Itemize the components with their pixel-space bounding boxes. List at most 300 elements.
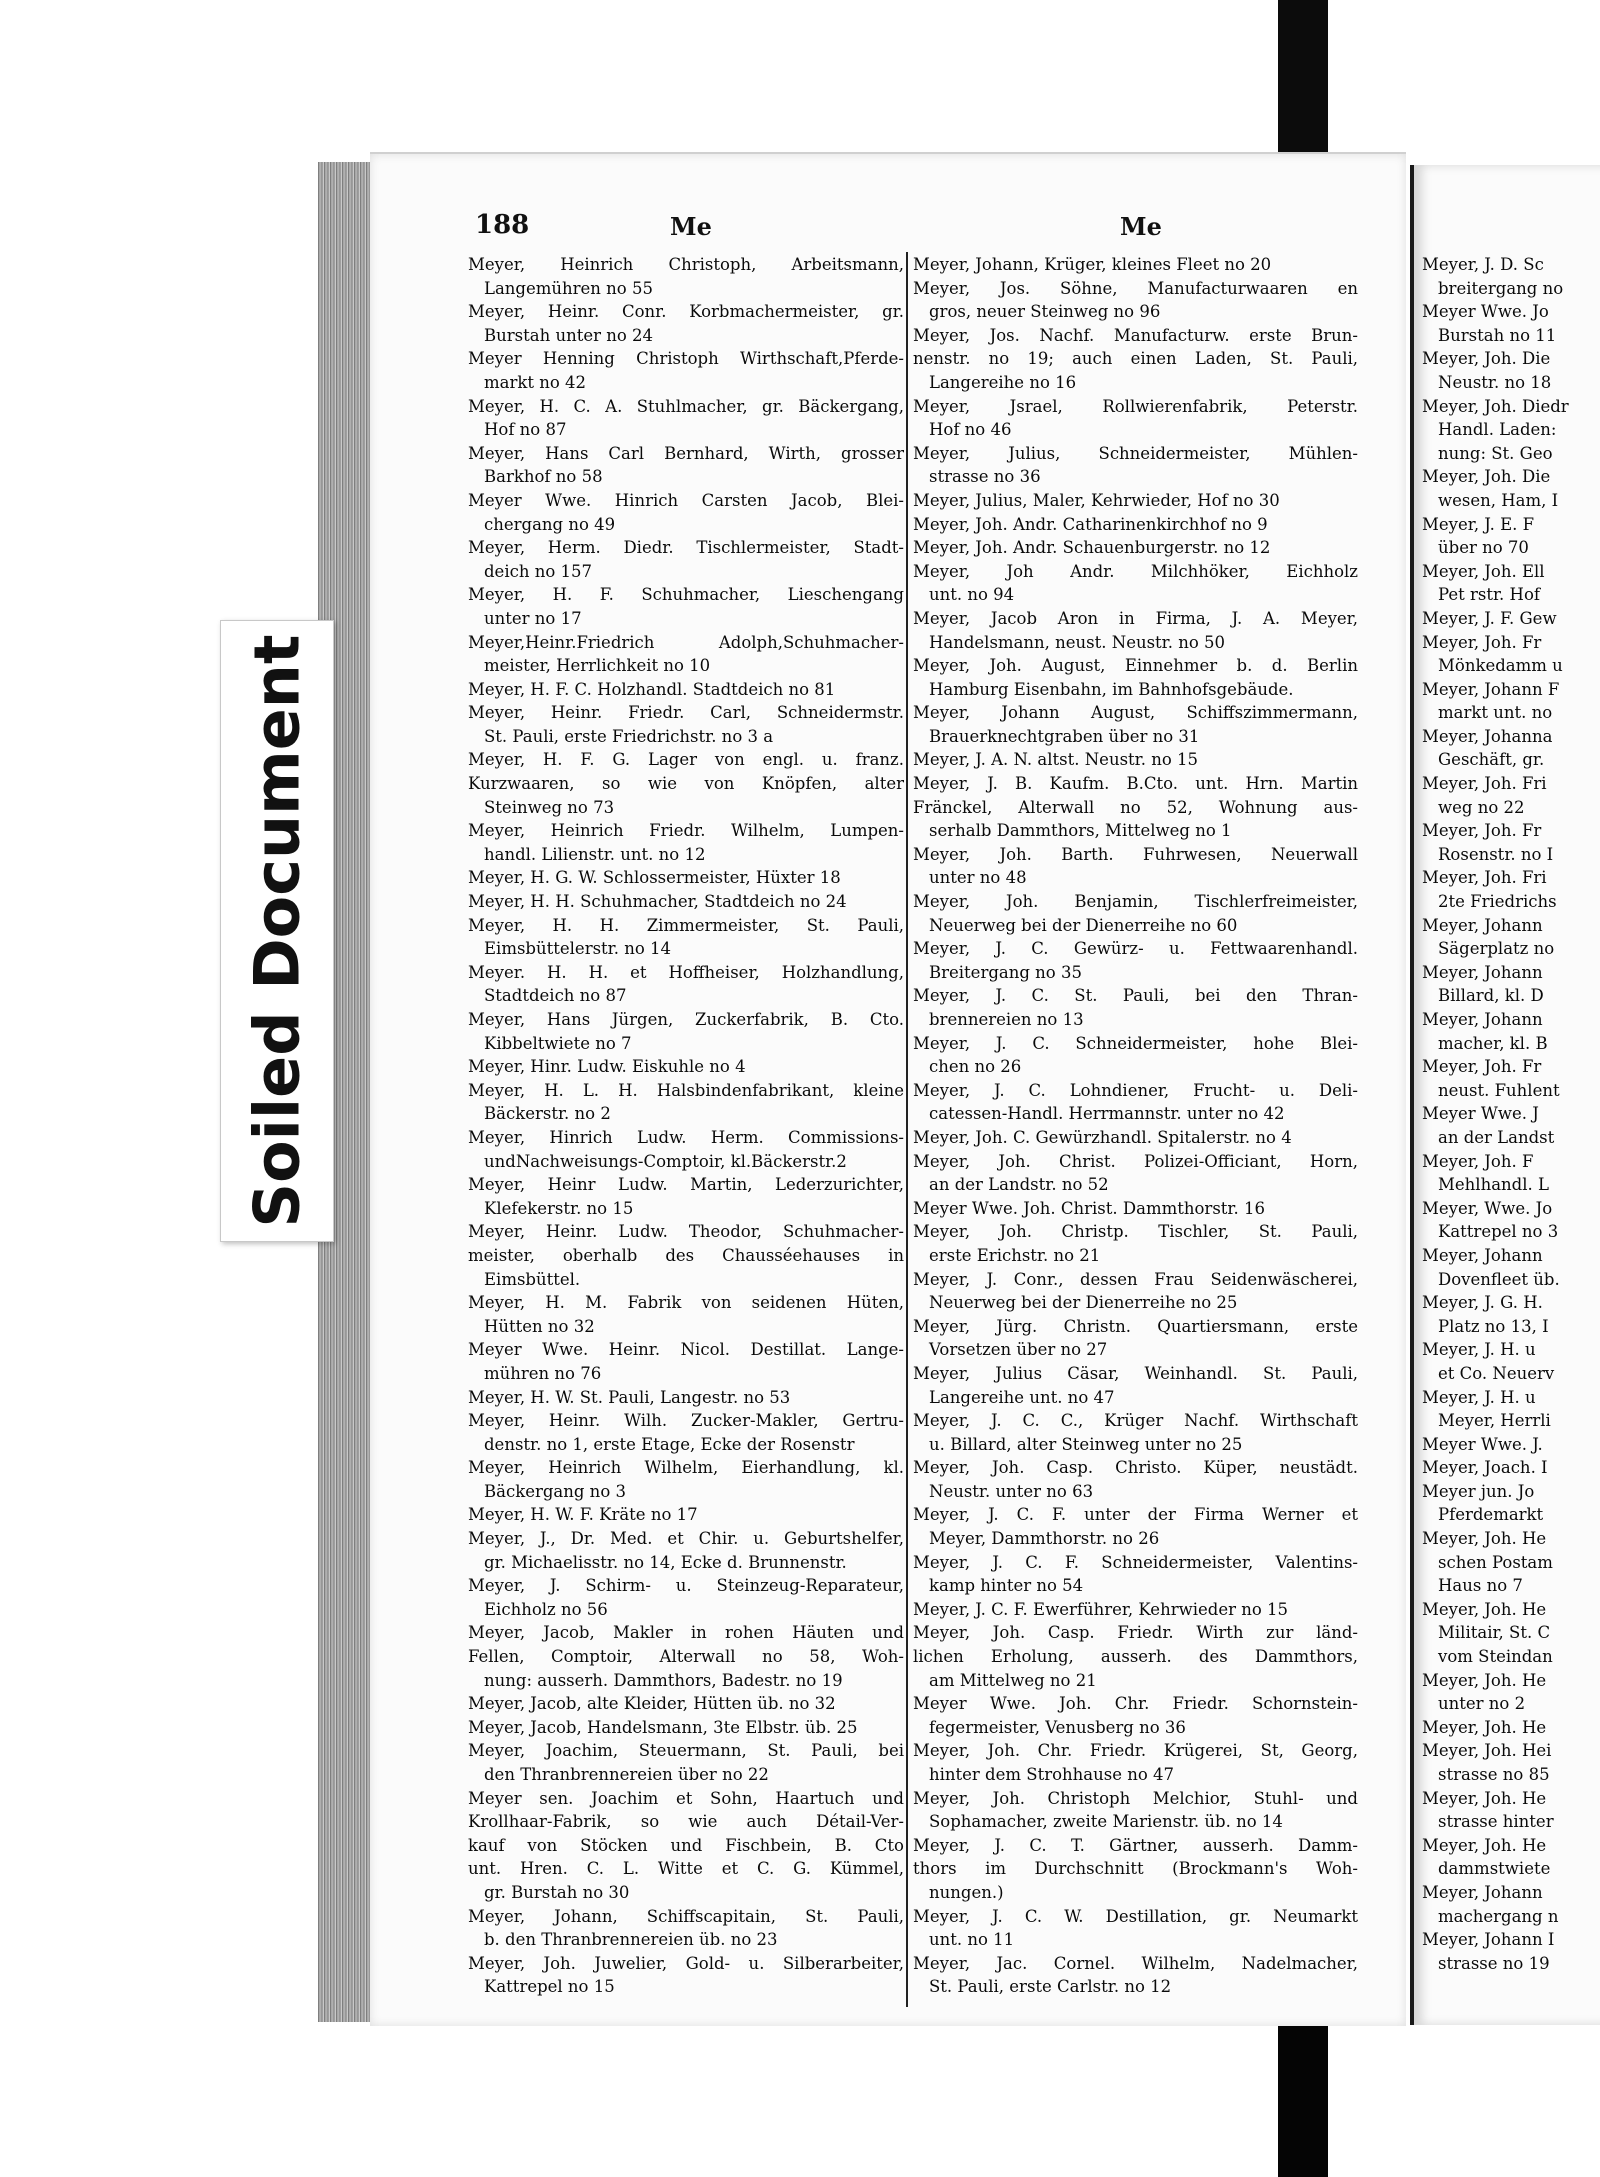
entry-continuation-line: Langereihe no 16	[929, 372, 1077, 392]
directory-entry	[1422, 513, 1600, 560]
entry-continuation-line: denstr. no 1, erste Etage, Ecke der Rosenstr	[484, 1434, 855, 1454]
entry-continuation-line: gr. Michaelisstr. no 14, Ecke d. Brunnenstr.	[484, 1552, 847, 1572]
entry-first-line: Meyer, Joh. Casp. Christo. Küper, neustädt.	[913, 1458, 1358, 1478]
directory-entry	[1422, 347, 1600, 394]
entry-continuation-line: u. Billard, alter Steinweg unter no 25	[929, 1434, 1243, 1454]
entry-continuation-line: neust. Fuhlent	[1438, 1080, 1560, 1100]
directory-entry	[913, 1456, 1358, 1503]
entry-first-line: Meyer, Jos. Nachf. Manufacturw. erste Brun-	[913, 325, 1358, 345]
entry-continuation-line: strasse no 19	[1438, 1953, 1550, 1973]
entry-first-line: Meyer, Johann	[1422, 1245, 1543, 1265]
entry-first-line: Meyer, Hans Jürgen, Zuckerfabrik, B. Cto.	[468, 1010, 904, 1029]
entry-first-line: Meyer, H. C. A. Stuhlmacher, gr. Bäckergang,	[468, 396, 904, 416]
directory-entry	[468, 1173, 904, 1220]
entry-continuation-line: unt. no 11	[929, 1930, 1015, 1950]
directory-entry	[468, 583, 904, 630]
entry-first-line: Meyer, Jacob Aron in Firma, J. A. Meyer,	[913, 608, 1358, 628]
entry-first-line: Meyer Wwe. Jo	[1422, 302, 1549, 322]
entry-first-line: Meyer, Joh. Fri	[1422, 868, 1547, 888]
entry-continuation-line: Klefekerstr. no 15	[484, 1198, 634, 1218]
entry-continuation-line: chergang no 49	[484, 514, 616, 534]
entry-continuation-line: Krollhaar-Fabrik, so wie auch Détail-Ver-	[468, 1812, 904, 1832]
entry-first-line: Meyer, J. H. u	[1422, 1340, 1536, 1360]
entry-continuation-line: an der Landst	[1438, 1127, 1555, 1147]
entry-continuation-line: Hof no 46	[929, 420, 1012, 440]
entry-continuation-line: Eimsbüttel.	[484, 1269, 581, 1289]
entry-continuation-line: Burstah no 11	[1438, 325, 1557, 345]
directory-entry	[913, 1621, 1358, 1692]
entry-continuation-line: an der Landstr. no 52	[929, 1175, 1109, 1195]
entry-first-line: Meyer, Joh. He	[1422, 1529, 1547, 1549]
entry-first-line: Meyer, Joh. Die	[1422, 467, 1551, 487]
directory-entry	[913, 1551, 1358, 1598]
entry-first-line: Meyer, Herm. Diedr. Tischlermeister, Stadt-	[468, 538, 904, 558]
entry-first-line: Meyer, Jac. Cornel. Wilhelm, Nadelmacher,	[913, 1953, 1358, 1973]
entry-continuation-line: Stadtdeich no 87	[484, 986, 627, 1006]
entry-first-line: Meyer, Johann	[1422, 1882, 1543, 1902]
entry-continuation-line: den Thranbrennereien über no 22	[484, 1765, 769, 1784]
directory-entry	[1422, 678, 1600, 725]
directory-entry	[913, 1739, 1358, 1786]
entry-first-line: Meyer Wwe. J.	[1422, 1434, 1543, 1454]
entry-first-line: Meyer, Joh. Christp. Tischler, St. Pauli,	[913, 1222, 1358, 1242]
entry-continuation-line: deich no 157	[484, 561, 593, 581]
directory-entry	[913, 1598, 1358, 1622]
entry-first-line: Meyer, J. Conr., dessen Frau Seidenwäscherei,	[913, 1269, 1358, 1289]
directory-entry	[913, 513, 1358, 537]
entry-first-line: Meyer, J. H. u	[1422, 1387, 1536, 1407]
entry-continuation-line: Billard, kl. D	[1438, 986, 1544, 1006]
entry-continuation-line: Meyer, Herrli	[1438, 1411, 1551, 1431]
directory-entry	[468, 1409, 904, 1456]
soiled-document-label	[220, 620, 334, 1242]
directory-entry	[913, 1150, 1358, 1197]
entry-first-line: Meyer, H. H. Schuhmacher, Stadtdeich no 24	[468, 892, 847, 912]
directory-entry	[1422, 1598, 1600, 1669]
directory-entry	[468, 395, 904, 442]
directory-entry	[1422, 1787, 1600, 1834]
directory-entry	[1422, 1008, 1600, 1055]
directory-entry	[1422, 300, 1600, 347]
directory-entry	[913, 937, 1358, 984]
directory-entry	[1422, 1881, 1600, 1928]
entry-first-line: Meyer, J. C. Lohndiener, Frucht- u. Deli-	[913, 1080, 1358, 1100]
entry-continuation-line: Bäckergang no 3	[484, 1481, 626, 1501]
directory-entry	[913, 890, 1358, 937]
entry-continuation-line: weg no 22	[1438, 797, 1525, 817]
entry-continuation-line: Hof no 87	[484, 420, 567, 440]
entry-continuation-line: hinter dem Strohhause no 47	[929, 1765, 1175, 1784]
entry-first-line: Meyer, Joh. Fr	[1422, 821, 1542, 841]
entry-first-line: Meyer, Hinr. Ludw. Eiskuhle no 4	[468, 1057, 746, 1077]
entry-first-line: Meyer. H. H. et Hoffheiser, Holzhandlung,	[468, 962, 904, 982]
entry-continuation-line: Meyer, Dammthorstr. no 26	[929, 1529, 1160, 1549]
entry-continuation-line: Pferdemarkt	[1438, 1505, 1544, 1525]
directory-entry	[468, 489, 904, 536]
directory-entry	[913, 253, 1358, 277]
directory-entry	[468, 1338, 904, 1385]
directory-entry	[1422, 866, 1600, 913]
entry-continuation-line: Mehlhandl. L	[1438, 1175, 1549, 1195]
directory-entry	[468, 1716, 904, 1740]
entry-first-line: Meyer, Johanna	[1422, 726, 1553, 746]
entry-continuation-line: lichen Erholung, ausserh. des Dammthors,	[913, 1647, 1358, 1667]
entry-continuation-line: Barkhof no 58	[484, 467, 603, 487]
directory-entry	[468, 1787, 904, 1905]
entry-first-line: Meyer Wwe. Hinrich Carsten Jacob, Blei-	[468, 490, 904, 510]
directory-entry	[468, 253, 904, 300]
entry-continuation-line: chen no 26	[929, 1057, 1022, 1077]
running-head-right: Me	[1120, 212, 1162, 241]
entry-first-line: Meyer, Joh. Fri	[1422, 774, 1547, 794]
entry-first-line: Meyer, Jürg. Christn. Quartiersmann, erste	[913, 1316, 1358, 1336]
entry-first-line: Meyer, Joh. F	[1422, 1151, 1534, 1171]
entry-continuation-line: Burstah unter no 24	[484, 325, 654, 345]
entry-continuation-line: St. Pauli, erste Carlstr. no 12	[929, 1977, 1172, 1997]
entry-first-line: Meyer, Johann, Schiffscapitain, St. Pauli,	[468, 1906, 904, 1926]
entry-continuation-line: Mönkedamm u	[1438, 656, 1563, 676]
directory-entry	[1422, 631, 1600, 678]
directory-entry	[913, 1787, 1358, 1834]
directory-entry	[913, 1692, 1358, 1739]
entry-continuation-line: thors im Durchschnitt (Brockmann's Woh-	[913, 1859, 1358, 1879]
entry-first-line: Meyer, Heinr. Friedr. Carl, Schneidermstr.	[468, 703, 904, 723]
entry-first-line: Meyer, Hans Carl Bernhard, Wirth, grosser	[468, 443, 904, 463]
entry-first-line: Meyer, Joh. August, Einnehmer b. d. Berlin	[913, 656, 1358, 676]
entry-first-line: Meyer, H. F. C. Holzhandl. Stadtdeich no 81	[468, 679, 836, 699]
directory-entry	[468, 1008, 904, 1055]
entry-first-line: Meyer Wwe. Joh. Chr. Friedr. Schornstein-	[913, 1694, 1358, 1714]
entry-first-line: Meyer, Heinr. Ludw. Theodor, Schuhmacher-	[468, 1222, 904, 1242]
entry-first-line: Meyer, Johann	[1422, 962, 1543, 982]
entry-continuation-line: Rosenstr. no I	[1438, 844, 1554, 864]
entry-continuation-line: Kattrepel no 3	[1438, 1222, 1559, 1242]
entry-first-line: Meyer, Joach. I	[1422, 1458, 1548, 1478]
entry-continuation-line: brennereien no 13	[929, 1010, 1084, 1029]
directory-entry	[468, 701, 904, 748]
right-column	[913, 253, 1358, 1999]
directory-entry	[913, 1220, 1358, 1267]
entry-first-line: Meyer, Joh. He	[1422, 1788, 1547, 1808]
directory-entry	[468, 890, 904, 914]
entry-first-line: Meyer, Joh. Christ. Polizei-Officiant, Horn,	[913, 1151, 1358, 1171]
entry-first-line: Meyer, Joh. Die	[1422, 349, 1551, 369]
entry-first-line: Meyer, Julius, Schneidermeister, Mühlen-	[913, 443, 1358, 463]
entry-first-line: Meyer, J., Dr. Med. et Chir. u. Geburtshelfer,	[468, 1529, 904, 1549]
entry-continuation-line: kauf von Stöcken und Fischbein, B. Cto	[468, 1835, 904, 1855]
directory-entry	[913, 1834, 1358, 1905]
entry-continuation-line: fegermeister, Venusberg no 36	[929, 1717, 1186, 1737]
directory-entry	[1422, 253, 1600, 300]
entry-first-line: Meyer, H. L. H. Halsbindenfabrikant, kleine	[468, 1080, 904, 1100]
entry-first-line: Meyer, H. F. Schuhmacher, Lieschengang	[468, 585, 904, 605]
entry-continuation-line: schen Postam	[1438, 1552, 1553, 1572]
entry-continuation-line: Eimsbüttelerstr. no 14	[484, 939, 672, 959]
directory-entry	[913, 1079, 1358, 1126]
entry-first-line: Meyer, Joh. He	[1422, 1717, 1547, 1737]
entry-continuation-line: Sophamacher, zweite Marienstr. üb. no 14	[929, 1812, 1283, 1832]
directory-entry	[468, 1574, 904, 1621]
entry-first-line: Meyer, Joh. Fr	[1422, 632, 1542, 652]
entry-first-line: Meyer Henning Christoph Wirthschaft,Pferde-	[468, 349, 904, 369]
entry-continuation-line: Kibbeltwiete no 7	[484, 1033, 632, 1053]
directory-entry	[913, 1362, 1358, 1409]
directory-entry	[913, 1032, 1358, 1079]
entry-first-line: Meyer, Joh. Ell	[1422, 561, 1545, 581]
directory-entry	[913, 843, 1358, 890]
entry-first-line: Meyer, Johann	[1422, 915, 1543, 935]
entry-first-line: Meyer, Jos. Söhne, Manufacturwaaren en	[913, 278, 1358, 298]
directory-entry	[913, 1503, 1358, 1550]
entry-continuation-line: et Co. Neuerv	[1438, 1363, 1555, 1383]
entry-first-line: Meyer Wwe. J	[1422, 1104, 1539, 1124]
directory-entry	[468, 866, 904, 890]
directory-entry	[913, 489, 1358, 513]
directory-entry	[913, 1905, 1358, 1952]
entry-first-line: Meyer, Heinr. Wilh. Zucker-Makler, Gertru-	[468, 1411, 904, 1431]
directory-entry	[468, 1952, 904, 1999]
entry-continuation-line: am Mittelweg no 21	[929, 1670, 1097, 1690]
entry-continuation-line: markt no 42	[484, 372, 587, 392]
entry-first-line: Meyer, Joh. He	[1422, 1599, 1547, 1619]
entry-first-line: Meyer Wwe. Joh. Christ. Dammthorstr. 16	[913, 1198, 1265, 1218]
entry-continuation-line: Pet rstr. Hof	[1438, 585, 1540, 605]
running-head-left: Me	[670, 212, 712, 241]
entry-continuation-line: undNachweisungs-Comptoir, kl.Bäckerstr.2	[484, 1151, 847, 1171]
directory-entry	[468, 1126, 904, 1173]
directory-entry	[913, 607, 1358, 654]
directory-entry	[1422, 1669, 1600, 1716]
left-column	[468, 253, 904, 1999]
directory-entry	[1422, 1291, 1600, 1338]
entry-continuation-line: strasse no 36	[929, 467, 1041, 487]
directory-entry	[913, 748, 1358, 772]
directory-entry	[1422, 725, 1600, 772]
entry-continuation-line: serhalb Dammthors, Mittelweg no 1	[929, 821, 1232, 841]
directory-entry	[1422, 1480, 1600, 1527]
directory-entry	[468, 914, 904, 961]
entry-continuation-line: b. den Thranbrennereien üb. no 23	[484, 1930, 778, 1950]
entry-continuation-line: unter no 2	[1438, 1694, 1526, 1714]
directory-entry	[468, 1503, 904, 1527]
entry-continuation-line: über no 70	[1438, 538, 1529, 558]
entry-continuation-line: strasse no 85	[1438, 1765, 1550, 1784]
directory-entry	[1422, 1456, 1600, 1480]
entry-continuation-line: nungen.)	[929, 1882, 1004, 1902]
directory-entry	[1422, 1527, 1600, 1598]
directory-entry	[1422, 1928, 1600, 1975]
entry-continuation-line: Neuerweg bei der Dienerreihe no 60	[929, 915, 1238, 935]
directory-entry	[1422, 1244, 1600, 1291]
entry-continuation-line: 2te Friedrichs	[1438, 892, 1557, 912]
entry-first-line: Meyer, H. M. Fabrik von seidenen Hüten,	[468, 1293, 904, 1313]
entry-continuation-line: unt. no 94	[929, 585, 1015, 605]
directory-entry	[468, 1055, 904, 1079]
directory-entry	[913, 324, 1358, 395]
entry-first-line: Meyer, Joh. Fr	[1422, 1057, 1542, 1077]
entry-first-line: Meyer, Hinrich Ludw. Herm. Commissions-	[468, 1127, 904, 1147]
directory-entry	[1422, 560, 1600, 607]
entry-first-line: Meyer, Joh. Christoph Melchior, Stuhl- und	[913, 1788, 1358, 1808]
entry-continuation-line: Handl. Laden:	[1438, 420, 1557, 440]
entry-first-line: Meyer, Joh. Juwelier, Gold- u. Silberarbeiter,	[468, 1953, 904, 1973]
entry-continuation-line: meister, oberhalb des Chausséehauses in	[468, 1245, 904, 1265]
entry-continuation-line: Eichholz no 56	[484, 1599, 608, 1619]
entry-continuation-line: macher, kl. B	[1438, 1033, 1548, 1053]
entry-first-line: Meyer, Joh. Andr. Catharinenkirchhof no 9	[913, 514, 1268, 534]
entry-continuation-line: Geschäft, gr.	[1438, 750, 1545, 770]
directory-entry	[1422, 1055, 1600, 1102]
entry-continuation-line: breitergang no	[1438, 278, 1564, 298]
entry-first-line: Meyer jun. Jo	[1422, 1481, 1535, 1501]
directory-entry	[913, 654, 1358, 701]
entry-continuation-line: Sägerplatz no	[1438, 939, 1555, 959]
directory-entry	[1422, 772, 1600, 819]
entry-first-line: Meyer, Jacob, alte Kleider, Hütten üb. no 32	[468, 1694, 836, 1714]
entry-first-line: Meyer, J. E. F	[1422, 514, 1535, 534]
entry-first-line: Meyer, Joh. Benjamin, Tischlerfreimeister,	[913, 892, 1358, 912]
directory-entry	[468, 300, 904, 347]
entry-first-line: Meyer, Joh. Barth. Fuhrwesen, Neuerwall	[913, 844, 1358, 864]
entry-first-line: Meyer, H. F. G. Lager von engl. u. franz.	[468, 750, 904, 770]
entry-continuation-line: wesen, Ham, I	[1438, 490, 1559, 510]
entry-first-line: Meyer, J. C. F. Schneidermeister, Valentins-	[913, 1552, 1358, 1572]
directory-entry	[1422, 1102, 1600, 1149]
entry-first-line: Meyer, J. C. F. Ewerführer, Kehrwieder no 15	[913, 1599, 1289, 1619]
soiled-document-text: Soiled Document	[240, 634, 314, 1228]
entry-first-line: Meyer, Heinr. Conr. Korbmachermeister, gr.	[468, 302, 904, 322]
entry-first-line: Meyer, J. C. St. Pauli, bei den Thran-	[913, 986, 1358, 1006]
entry-continuation-line: Steinweg no 73	[484, 797, 615, 817]
entry-first-line: Meyer, Joh. He	[1422, 1670, 1547, 1690]
directory-entry	[468, 347, 904, 394]
directory-entry	[913, 1952, 1358, 1999]
entry-continuation-line: erste Erichstr. no 21	[929, 1245, 1101, 1265]
entry-first-line: Meyer, Heinrich Christoph, Arbeitsmann,	[468, 255, 904, 274]
directory-entry	[1422, 1150, 1600, 1197]
entry-continuation-line: Neustr. no 18	[1438, 372, 1552, 392]
entry-first-line: Meyer, J. F. Gew	[1422, 608, 1557, 628]
entry-continuation-line: Platz no 13, I	[1438, 1316, 1549, 1336]
entry-continuation-line: kamp hinter no 54	[929, 1576, 1084, 1596]
directory-entry	[468, 1220, 904, 1291]
entry-continuation-line: machergang n	[1438, 1906, 1559, 1926]
entry-first-line: Meyer, Heinrich Wilhelm, Eierhandlung, kl.	[468, 1458, 904, 1478]
entry-continuation-line: St. Pauli, erste Friedrichstr. no 3 a	[484, 726, 774, 746]
entry-first-line: Meyer, Joh. C. Gewürzhandl. Spitalerstr. no 4	[913, 1127, 1292, 1147]
directory-entry	[468, 1527, 904, 1574]
entry-first-line: Meyer, J. C. C., Krüger Nachf. Wirthschaft	[913, 1411, 1358, 1431]
entry-first-line: Meyer, Johann F	[1422, 679, 1560, 699]
entry-first-line: Meyer, Johann I	[1422, 1930, 1555, 1950]
entry-continuation-line: nung: ausserh. Dammthors, Badestr. no 19	[484, 1670, 843, 1690]
entry-first-line: Meyer, Joachim, Steuermann, St. Pauli, bei	[468, 1741, 904, 1761]
entry-continuation-line: gros, neuer Steinweg no 96	[929, 302, 1161, 322]
directory-entry	[913, 984, 1358, 1031]
entry-continuation-line: Brauerknechtgraben über no 31	[929, 726, 1200, 746]
directory-entry	[468, 442, 904, 489]
entry-continuation-line: Militair, St. C	[1438, 1623, 1551, 1643]
directory-entry	[468, 1456, 904, 1503]
entry-first-line: Meyer, J. Schirm- u. Steinzeug-Reparateur,	[468, 1576, 904, 1596]
directory-entry	[913, 395, 1358, 442]
entry-first-line: Meyer, Joh. Andr. Schauenburgerstr. no 12	[913, 538, 1271, 558]
entry-first-line: Meyer, Joh. Casp. Friedr. Wirth zur länd-	[913, 1623, 1358, 1643]
directory-entry	[1422, 819, 1600, 866]
entry-first-line: Meyer, Johann	[1422, 1010, 1543, 1029]
directory-entry	[468, 631, 904, 678]
directory-entry	[468, 1905, 904, 1952]
entry-continuation-line: Breitergang no 35	[929, 962, 1082, 982]
directory-entry	[1422, 1834, 1600, 1881]
entry-first-line: Meyer, Jsrael, Rollwierenfabrik, Peterstr.	[913, 396, 1358, 416]
entry-continuation-line: meister, Herrlichkeit no 10	[484, 656, 711, 676]
entry-first-line: Meyer, H. W. F. Kräte no 17	[468, 1505, 698, 1525]
entry-continuation-line: nung: St. Geo	[1438, 443, 1553, 463]
directory-entry	[468, 1386, 904, 1410]
entry-continuation-line: nenstr. no 19; auch einen Laden, St. Pauli,	[913, 349, 1358, 369]
entry-first-line: Meyer sen. Joachim et Sohn, Haartuch und	[468, 1788, 904, 1808]
entry-continuation-line: unter no 17	[484, 608, 582, 628]
directory-entry	[913, 1409, 1358, 1456]
directory-entry	[468, 819, 904, 866]
entry-first-line: Meyer, J. C. Gewürz- u. Fettwaarenhandl.	[913, 939, 1358, 959]
entry-first-line: Meyer, J. G. H.	[1422, 1293, 1543, 1313]
directory-entry	[913, 701, 1358, 748]
entry-first-line: Meyer, J. D. Sc	[1422, 255, 1544, 274]
entry-first-line: Meyer, Joh Andr. Milchhöker, Eichholz	[913, 561, 1358, 581]
entry-first-line: Meyer, Joh. Chr. Friedr. Krügerei, St, Georg,	[913, 1741, 1358, 1761]
entry-first-line: Meyer,Heinr.Friedrich Adolph,Schuhmacher-	[468, 632, 904, 652]
entry-continuation-line: Dovenfleet üb.	[1438, 1269, 1560, 1289]
directory-entry	[913, 442, 1358, 489]
entry-continuation-line: Hütten no 32	[484, 1316, 595, 1336]
entry-continuation-line: unter no 48	[929, 868, 1027, 888]
entry-continuation-line: Handelsmann, neust. Neustr. no 50	[929, 632, 1226, 652]
directory-entry	[468, 678, 904, 702]
entry-first-line: Meyer, H. H. Zimmermeister, St. Pauli,	[468, 915, 904, 935]
entry-first-line: Meyer, J. C. Schneidermeister, hohe Blei-	[913, 1033, 1358, 1053]
page-number: 188	[475, 210, 530, 240]
entry-continuation-line: unt. Hren. C. L. Witte et C. G. Kümmel,	[468, 1859, 904, 1879]
directory-entry	[468, 1079, 904, 1126]
entry-first-line: Meyer, H. W. St. Pauli, Langestr. no 53	[468, 1387, 791, 1407]
directory-entry	[468, 1621, 904, 1692]
directory-entry	[468, 1739, 904, 1786]
entry-continuation-line: dammstwiete	[1438, 1859, 1551, 1879]
entry-first-line: Meyer, Johann August, Schiffszimmermann,	[913, 703, 1358, 723]
directory-entry	[913, 772, 1358, 843]
entry-continuation-line: strasse hinter	[1438, 1812, 1554, 1832]
entry-first-line: Meyer, Jacob, Handelsmann, 3te Elbstr. üb. 25	[468, 1717, 858, 1737]
entry-continuation-line: Neustr. unter no 63	[929, 1481, 1094, 1501]
directory-entry	[1422, 1386, 1600, 1433]
directory-entry	[1422, 1739, 1600, 1786]
adjacent-page	[1410, 165, 1600, 2025]
entry-first-line: Meyer, Heinrich Friedr. Wilhelm, Lumpen-	[468, 821, 904, 841]
entry-continuation-line: gr. Burstah no 30	[484, 1882, 630, 1902]
column-rule	[906, 252, 908, 2007]
directory-entry	[468, 536, 904, 583]
entry-continuation-line: Langereihe unt. no 47	[929, 1387, 1115, 1407]
directory-entry	[468, 1692, 904, 1716]
entry-first-line: Meyer, Wwe. Jo	[1422, 1198, 1553, 1218]
entry-continuation-line: vom Steindan	[1438, 1647, 1553, 1667]
directory-entry	[913, 277, 1358, 324]
entry-continuation-line: Haus no 7	[1438, 1576, 1523, 1596]
entry-continuation-line: markt unt. no	[1438, 703, 1553, 723]
entry-continuation-line: mühren no 76	[484, 1363, 602, 1383]
